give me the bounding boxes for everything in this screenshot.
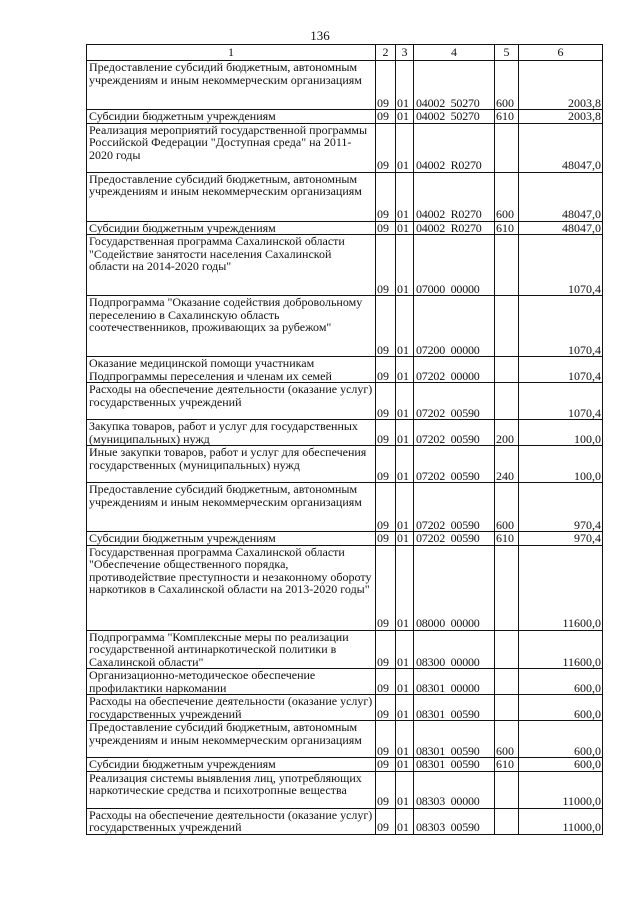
row-amount-cell: 11600,0 bbox=[519, 545, 603, 630]
row-expense-type-cell bbox=[495, 771, 519, 808]
row-name-cell: Организационно-методическое обеспечение профилактики наркомании bbox=[87, 669, 376, 695]
row-name-cell: Расходы на обеспечение деятельности (оказание услуг) государственных учреждений bbox=[87, 808, 376, 834]
row-section-cell: 09 bbox=[376, 235, 396, 296]
row-subsection-cell: 01 bbox=[396, 721, 414, 758]
row-subsection-cell: 01 bbox=[396, 235, 414, 296]
row-expense-type-cell bbox=[495, 695, 519, 721]
row-subsection-cell: 01 bbox=[396, 545, 414, 630]
row-section-cell: 09 bbox=[376, 110, 396, 124]
row-target-code-cell: 08300 00000 bbox=[414, 630, 495, 669]
budget-table bbox=[86, 44, 603, 835]
row-amount-cell: 1070,4 bbox=[519, 383, 603, 420]
row-target-code-cell: 07202 00590 bbox=[414, 483, 495, 532]
row-expense-type-cell bbox=[495, 545, 519, 630]
row-expense-type-cell: 240 bbox=[495, 446, 519, 483]
row-section-cell: 09 bbox=[376, 446, 396, 483]
row-name-cell: Закупка товаров, работ и услуг для государственных (муниципальных) нужд bbox=[87, 420, 376, 446]
row-section-cell: 09 bbox=[376, 420, 396, 446]
table-row bbox=[87, 758, 603, 772]
table-row bbox=[87, 808, 603, 834]
row-amount-cell: 970,4 bbox=[519, 532, 603, 546]
table-row bbox=[87, 221, 603, 235]
row-section-cell: 09 bbox=[376, 123, 396, 172]
table-row bbox=[87, 123, 603, 172]
row-target-code-cell: 04002 50270 bbox=[414, 110, 495, 124]
row-target-code-cell: 08000 00000 bbox=[414, 545, 495, 630]
row-target-code-cell: 07202 00590 bbox=[414, 420, 495, 446]
row-expense-type-cell: 610 bbox=[495, 532, 519, 546]
row-expense-type-cell: 610 bbox=[495, 110, 519, 124]
row-name-cell: Субсидии бюджетным учреждениям bbox=[87, 758, 376, 772]
row-target-code-cell: 07000 00000 bbox=[414, 235, 495, 296]
row-expense-type-cell bbox=[495, 808, 519, 834]
row-target-code-cell: 04002 R0270 bbox=[414, 221, 495, 235]
row-amount-cell: 48047,0 bbox=[519, 123, 603, 172]
row-subsection-cell: 01 bbox=[396, 630, 414, 669]
row-amount-cell: 1070,4 bbox=[519, 357, 603, 383]
row-name-cell: Предоставление субсидий бюджетным, автономным учреждениям и иным некоммерческим организациям bbox=[87, 721, 376, 758]
row-expense-type-cell bbox=[495, 669, 519, 695]
row-target-code-cell: 04002 50270 bbox=[414, 61, 495, 110]
row-expense-type-cell: 600 bbox=[495, 172, 519, 221]
row-expense-type-cell bbox=[495, 235, 519, 296]
row-target-code-cell: 08301 00590 bbox=[414, 758, 495, 772]
row-name-cell: Субсидии бюджетным учреждениям bbox=[87, 110, 376, 124]
row-name-cell: Расходы на обеспечение деятельности (оказание услуг) государственных учреждений bbox=[87, 383, 376, 420]
row-name-cell: Предоставление субсидий бюджетным, автономным учреждениям и иным некоммерческим организациям bbox=[87, 172, 376, 221]
table-row bbox=[87, 483, 603, 532]
row-section-cell: 09 bbox=[376, 721, 396, 758]
header-col-2: 2 bbox=[376, 45, 396, 61]
row-subsection-cell: 01 bbox=[396, 123, 414, 172]
row-target-code-cell: 07202 00000 bbox=[414, 357, 495, 383]
row-section-cell: 09 bbox=[376, 669, 396, 695]
row-name-cell: Государственная программа Сахалинской области "Обеспечение общественного порядка, противодействие преступности и незаконному обороту наркотиков в Сахалинской области на 2013-2020 годы" bbox=[87, 545, 376, 630]
row-subsection-cell: 01 bbox=[396, 420, 414, 446]
row-amount-cell: 48047,0 bbox=[519, 221, 603, 235]
row-section-cell: 09 bbox=[376, 532, 396, 546]
table-row bbox=[87, 235, 603, 296]
header-col-6: 6 bbox=[519, 45, 603, 61]
row-subsection-cell: 01 bbox=[396, 446, 414, 483]
row-name-cell: Субсидии бюджетным учреждениям bbox=[87, 221, 376, 235]
row-subsection-cell: 01 bbox=[396, 357, 414, 383]
row-amount-cell: 600,0 bbox=[519, 758, 603, 772]
row-section-cell: 09 bbox=[376, 61, 396, 110]
table-header-row bbox=[87, 45, 603, 61]
row-subsection-cell: 01 bbox=[396, 669, 414, 695]
row-section-cell: 09 bbox=[376, 221, 396, 235]
row-expense-type-cell bbox=[495, 630, 519, 669]
row-expense-type-cell: 600 bbox=[495, 61, 519, 110]
row-subsection-cell: 01 bbox=[396, 695, 414, 721]
row-name-cell: Реализация мероприятий государственной программы Российской Федерации "Доступная среда" на 2011-2020 годы bbox=[87, 123, 376, 172]
row-amount-cell: 100,0 bbox=[519, 446, 603, 483]
header-col-4: 4 bbox=[414, 45, 495, 61]
table-row bbox=[87, 61, 603, 110]
row-subsection-cell: 01 bbox=[396, 758, 414, 772]
page-number: 136 bbox=[310, 28, 330, 43]
row-name-cell: Реализация системы выявления лиц, употребляющих наркотические средства и психотропные вещества bbox=[87, 771, 376, 808]
row-name-cell: Субсидии бюджетным учреждениям bbox=[87, 532, 376, 546]
row-expense-type-cell bbox=[495, 383, 519, 420]
row-section-cell: 09 bbox=[376, 808, 396, 834]
table-row bbox=[87, 420, 603, 446]
row-target-code-cell: 08301 00000 bbox=[414, 669, 495, 695]
row-target-code-cell: 07202 00590 bbox=[414, 383, 495, 420]
table-row bbox=[87, 630, 603, 669]
table-row bbox=[87, 357, 603, 383]
row-name-cell: Предоставление субсидий бюджетным, автономным учреждениям и иным некоммерческим организациям bbox=[87, 483, 376, 532]
row-amount-cell: 1070,4 bbox=[519, 296, 603, 357]
table-row bbox=[87, 383, 603, 420]
row-name-cell: Подпрограмма "Комплексные меры по реализации государственной антинаркотической политики в Сахалинской области" bbox=[87, 630, 376, 669]
row-name-cell: Государственная программа Сахалинской области "Содействие занятости населения Сахалинской области на 2014-2020 годы" bbox=[87, 235, 376, 296]
row-expense-type-cell: 200 bbox=[495, 420, 519, 446]
table-row bbox=[87, 669, 603, 695]
row-expense-type-cell: 610 bbox=[495, 758, 519, 772]
row-expense-type-cell bbox=[495, 357, 519, 383]
row-amount-cell: 600,0 bbox=[519, 695, 603, 721]
row-amount-cell: 11000,0 bbox=[519, 808, 603, 834]
row-subsection-cell: 01 bbox=[396, 771, 414, 808]
row-name-cell: Иные закупки товаров, работ и услуг для обеспечения государственных (муниципальных) нужд bbox=[87, 446, 376, 483]
row-target-code-cell: 04002 R0270 bbox=[414, 123, 495, 172]
table-row bbox=[87, 695, 603, 721]
table-row bbox=[87, 545, 603, 630]
row-section-cell: 09 bbox=[376, 383, 396, 420]
row-name-cell: Предоставление субсидий бюджетным, автономным учреждениям и иным некоммерческим организациям bbox=[87, 61, 376, 110]
row-subsection-cell: 01 bbox=[396, 172, 414, 221]
table-row bbox=[87, 296, 603, 357]
row-amount-cell: 48047,0 bbox=[519, 172, 603, 221]
row-subsection-cell: 01 bbox=[396, 221, 414, 235]
row-subsection-cell: 01 bbox=[396, 483, 414, 532]
row-subsection-cell: 01 bbox=[396, 110, 414, 124]
row-amount-cell: 11600,0 bbox=[519, 630, 603, 669]
row-section-cell: 09 bbox=[376, 483, 396, 532]
row-target-code-cell: 04002 R0270 bbox=[414, 172, 495, 221]
header-col-5: 5 bbox=[495, 45, 519, 61]
table-row bbox=[87, 771, 603, 808]
row-subsection-cell: 01 bbox=[396, 808, 414, 834]
row-subsection-cell: 01 bbox=[396, 61, 414, 110]
row-amount-cell: 2003,8 bbox=[519, 110, 603, 124]
row-expense-type-cell: 610 bbox=[495, 221, 519, 235]
row-section-cell: 09 bbox=[376, 630, 396, 669]
table-row bbox=[87, 172, 603, 221]
row-name-cell: Расходы на обеспечение деятельности (оказание услуг) государственных учреждений bbox=[87, 695, 376, 721]
row-expense-type-cell: 600 bbox=[495, 721, 519, 758]
row-section-cell: 09 bbox=[376, 172, 396, 221]
row-amount-cell: 11000,0 bbox=[519, 771, 603, 808]
row-target-code-cell: 08303 00590 bbox=[414, 808, 495, 834]
row-section-cell: 09 bbox=[376, 357, 396, 383]
row-expense-type-cell bbox=[495, 123, 519, 172]
header-col-3: 3 bbox=[396, 45, 414, 61]
row-section-cell: 09 bbox=[376, 545, 396, 630]
row-subsection-cell: 01 bbox=[396, 296, 414, 357]
row-target-code-cell: 08301 00590 bbox=[414, 695, 495, 721]
row-section-cell: 09 bbox=[376, 771, 396, 808]
row-amount-cell: 2003,8 bbox=[519, 61, 603, 110]
row-section-cell: 09 bbox=[376, 695, 396, 721]
row-name-cell: Подпрограмма "Оказание содействия добровольному переселению в Сахалинскую область соотечественников, проживающих за рубежом" bbox=[87, 296, 376, 357]
row-section-cell: 09 bbox=[376, 758, 396, 772]
row-section-cell: 09 bbox=[376, 296, 396, 357]
table-row bbox=[87, 110, 603, 124]
row-amount-cell: 100,0 bbox=[519, 420, 603, 446]
row-name-cell: Оказание медицинской помощи участникам Подпрограммы переселения и членам их семей bbox=[87, 357, 376, 383]
row-target-code-cell: 08301 00590 bbox=[414, 721, 495, 758]
row-expense-type-cell bbox=[495, 296, 519, 357]
row-amount-cell: 600,0 bbox=[519, 669, 603, 695]
row-expense-type-cell: 600 bbox=[495, 483, 519, 532]
table-row bbox=[87, 532, 603, 546]
row-amount-cell: 1070,4 bbox=[519, 235, 603, 296]
row-subsection-cell: 01 bbox=[396, 383, 414, 420]
row-subsection-cell: 01 bbox=[396, 532, 414, 546]
row-target-code-cell: 07200 00000 bbox=[414, 296, 495, 357]
table-row bbox=[87, 721, 603, 758]
header-col-1: 1 bbox=[87, 45, 376, 61]
row-amount-cell: 600,0 bbox=[519, 721, 603, 758]
row-target-code-cell: 08303 00000 bbox=[414, 771, 495, 808]
row-target-code-cell: 07202 00590 bbox=[414, 446, 495, 483]
row-amount-cell: 970,4 bbox=[519, 483, 603, 532]
table-row bbox=[87, 446, 603, 483]
row-target-code-cell: 07202 00590 bbox=[414, 532, 495, 546]
